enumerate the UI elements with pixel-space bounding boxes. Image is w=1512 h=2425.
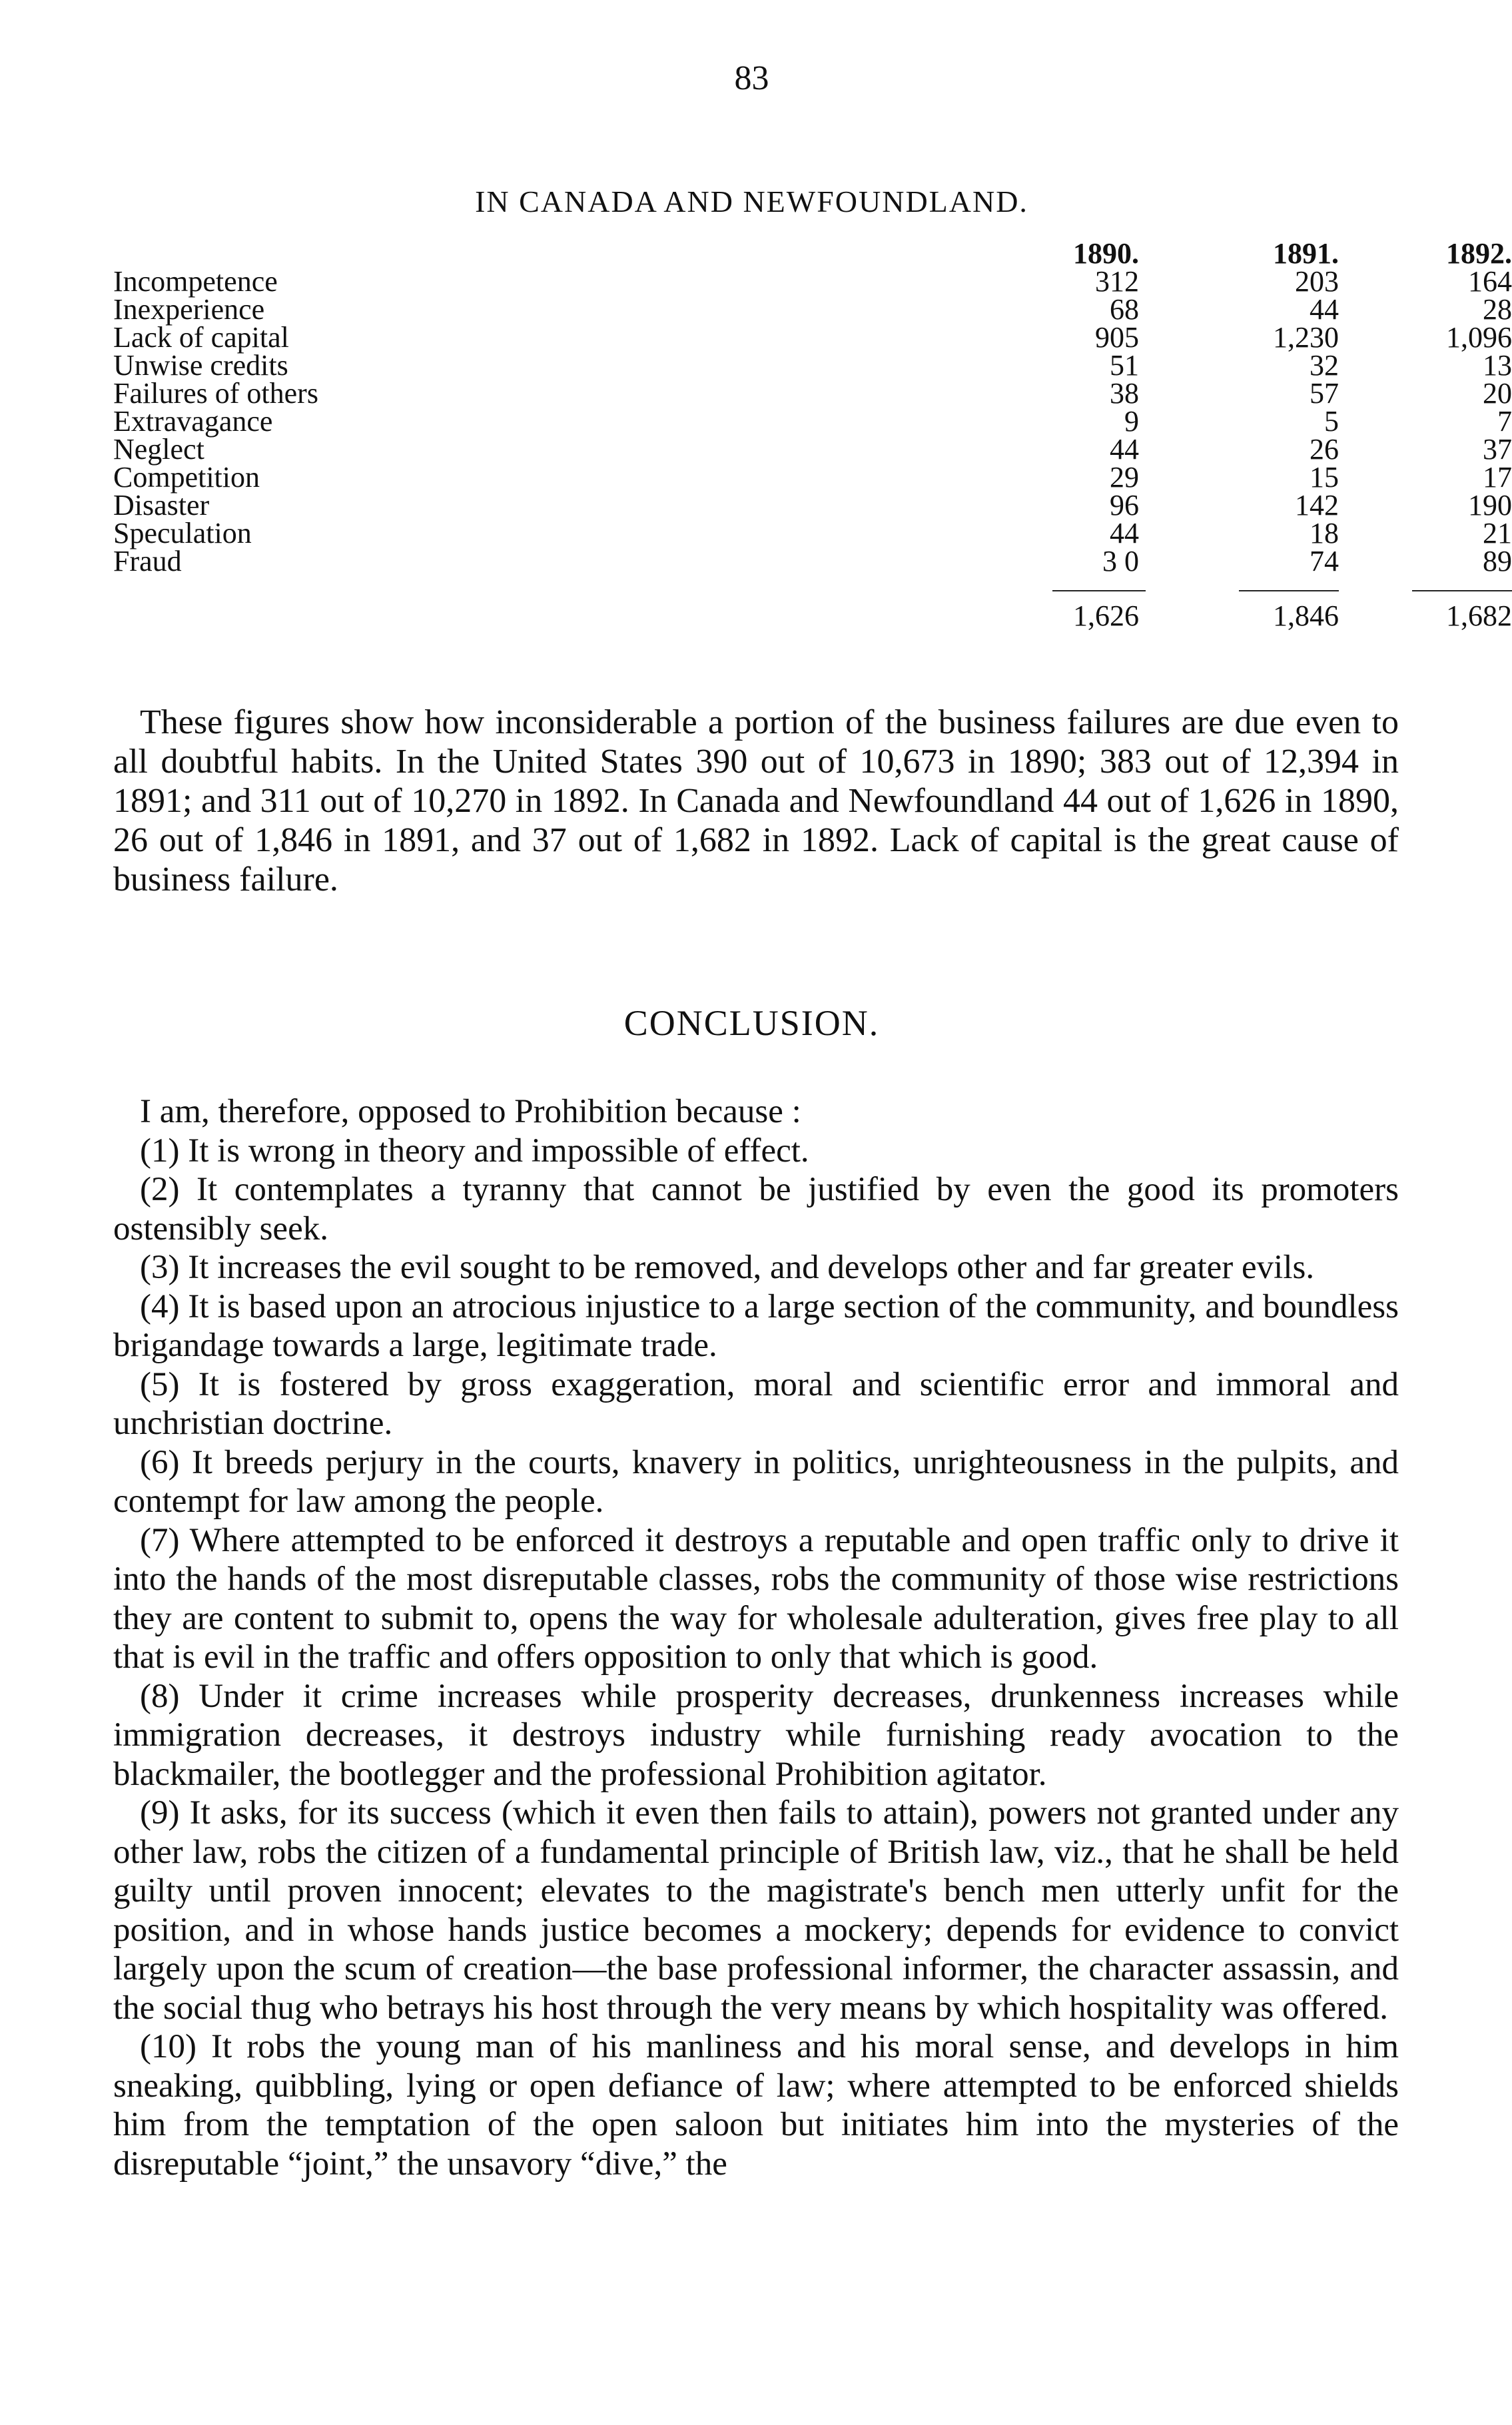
table-cell: 28 — [1483, 293, 1512, 326]
table-row — [113, 321, 1512, 354]
table-cell: 89 — [1483, 545, 1512, 577]
table-cell: 203 — [1295, 265, 1339, 298]
reason-item: (4) It is based upon an atrocious injustice to a large section of the community, and boundless brigandage towards a large, legitimate trade. — [113, 1287, 1399, 1364]
table-cell: 3 0 — [1102, 545, 1139, 577]
table-row — [113, 517, 1512, 549]
year-header: 1891. — [1273, 237, 1339, 270]
section-title: IN CANADA AND NEWFOUNDLAND. — [475, 184, 1028, 218]
table-row — [113, 377, 1512, 410]
table-cell: 57 — [1310, 377, 1339, 410]
total-rule — [1412, 590, 1512, 591]
reason-item: (1) It is wrong in theory and impossible of effect. — [140, 1132, 809, 1170]
cause-label: Incompetence — [113, 265, 278, 298]
table-cell: 51 — [1110, 349, 1139, 382]
table-cell: 44 — [1110, 433, 1139, 466]
table-cell: 96 — [1110, 489, 1139, 521]
table-cell: 13 — [1483, 349, 1512, 382]
reason-item: (9) It asks, for its success (which it even then fails to attain), powers not granted under any other law, robs the citizen of a fundamental principle of British law, viz., that he shall be held guilty until proven innocent; elevates to the magistrate's bench men utterly unfit for the position, and in whose hands justice becomes a mockery; depends for evidence to convict largely upon the scum of creation—the base professional informer, the character assassin, and the social thug who betrays his host through the very means by which hospitality was offered. — [113, 1794, 1399, 2027]
total-rule — [1052, 590, 1146, 591]
cause-label: Neglect — [113, 433, 204, 466]
table-cell: 164 — [1468, 265, 1512, 298]
cause-label: Lack of capital — [113, 321, 289, 354]
table-row — [113, 489, 1512, 521]
reason-item: (2) It contemplates a tyranny that cannot be justified by even the good its promoters ostensibly seek. — [113, 1171, 1399, 1247]
failures-table — [113, 237, 1512, 632]
cause-label: Inexperience — [113, 293, 265, 326]
table-cell: 74 — [1310, 545, 1339, 577]
cause-label: Fraud — [113, 545, 182, 577]
table-total-row — [113, 599, 1512, 632]
reason-item: (7) Where attempted to be enforced it destroys a reputable and open traffic only to drive it into the hands of the most disreputable classes, robs the community of those wise restrictions they are content to submit to, opens the way for wholesale adulteration, gives free play to all that is evil in the traffic and offers opposition to only that which is good. — [113, 1521, 1399, 1676]
table-cell: 32 — [1310, 349, 1339, 382]
reason-item: (10) It robs the young man of his manliness and his moral sense, and develops in him sneaking, quibbling, lying or open defiance of law; where attempted to be enforced shields him from the temptation of the open saloon but initiates him into the mysteries of the disreputable “joint,” the unsavory “dive,” the — [113, 2028, 1399, 2183]
table-row — [113, 461, 1512, 494]
table-cell: 18 — [1310, 517, 1339, 549]
table-cell: 1,230 — [1273, 321, 1339, 354]
table-cell: 26 — [1310, 433, 1339, 466]
table-cell: 5 — [1324, 405, 1339, 438]
cause-label: Unwise credits — [113, 349, 288, 382]
cause-label: Extravagance — [113, 405, 273, 438]
cause-label: Disaster — [113, 489, 210, 521]
conclusion-title: CONCLUSION. — [623, 1003, 880, 1043]
reason-item: (3) It increases the evil sought to be removed, and develops other and far greater evils. — [140, 1249, 1315, 1286]
table-cell: 44 — [1310, 293, 1339, 326]
table-row — [113, 349, 1512, 382]
table-cell: 7 — [1497, 405, 1512, 438]
table-cell: 68 — [1110, 293, 1139, 326]
table-cell: 190 — [1468, 489, 1512, 521]
reason-item: (6) It breeds perjury in the courts, knavery in politics, unrighteousness in the pulpits, and contempt for law among the people. — [113, 1443, 1399, 1520]
table-row — [113, 293, 1512, 326]
cause-label: Failures of others — [113, 377, 318, 410]
table-row — [113, 265, 1512, 298]
reason-item: (8) Under it crime increases while prosperity decreases, drunkenness increases while immigration decreases, it destroys industry while furnishing ready avocation to the blackmailer, the bootlegger and the professional Prohibition agitator. — [113, 1677, 1399, 1793]
table-cell: 9 — [1124, 405, 1139, 438]
table-header-row — [113, 237, 1512, 270]
table-cell: 17 — [1483, 461, 1512, 494]
cause-label: Speculation — [113, 517, 252, 549]
page-number: 83 — [734, 59, 769, 97]
figures-paragraph: These figures show how inconsiderable a portion of the business failures are due even to all doubtful habits. In the United States 390 out of 10,673 in 1890; 383 out of 12,394 in 1891; and 311 out of 10,270 in 1892. In Canada and Newfoundland 44 out of 1,626 in 1890, 26 out of 1,846 in 1891, and 37 out of 1,682 in 1892. Lack of capital is the great cause of business failure. — [113, 703, 1399, 898]
conclusion-body — [113, 1092, 1399, 2183]
table-cell: 21 — [1483, 517, 1512, 549]
reason-item: (5) It is fostered by gross exaggeration, moral and scientific error and immoral and unchristian doctrine. — [113, 1365, 1399, 1442]
total-rule — [1239, 590, 1339, 591]
table-cell: 142 — [1295, 489, 1339, 521]
cause-label: Competition — [113, 461, 260, 494]
conclusion-intro: I am, therefore, opposed to Prohibition because : — [140, 1093, 801, 1130]
table-row — [113, 405, 1512, 438]
table-cell: 37 — [1483, 433, 1512, 466]
year-header: 1892. — [1446, 237, 1512, 270]
table-cell: 905 — [1095, 321, 1139, 354]
total-cell: 1,846 — [1273, 599, 1339, 632]
table-rule-row — [113, 575, 1399, 602]
table-cell: 44 — [1110, 517, 1139, 549]
table-cell: 1,096 — [1446, 321, 1512, 354]
table-cell: 15 — [1310, 461, 1339, 494]
table-row — [113, 545, 1512, 577]
table-cell: 312 — [1095, 265, 1139, 298]
total-cell: 1,626 — [1073, 599, 1139, 632]
total-cell: 1,682 — [1446, 599, 1512, 632]
table-cell: 20 — [1483, 377, 1512, 410]
table-cell: 38 — [1110, 377, 1139, 410]
table-cell: 29 — [1110, 461, 1139, 494]
year-header: 1890. — [1073, 237, 1139, 270]
table-row — [113, 433, 1512, 466]
